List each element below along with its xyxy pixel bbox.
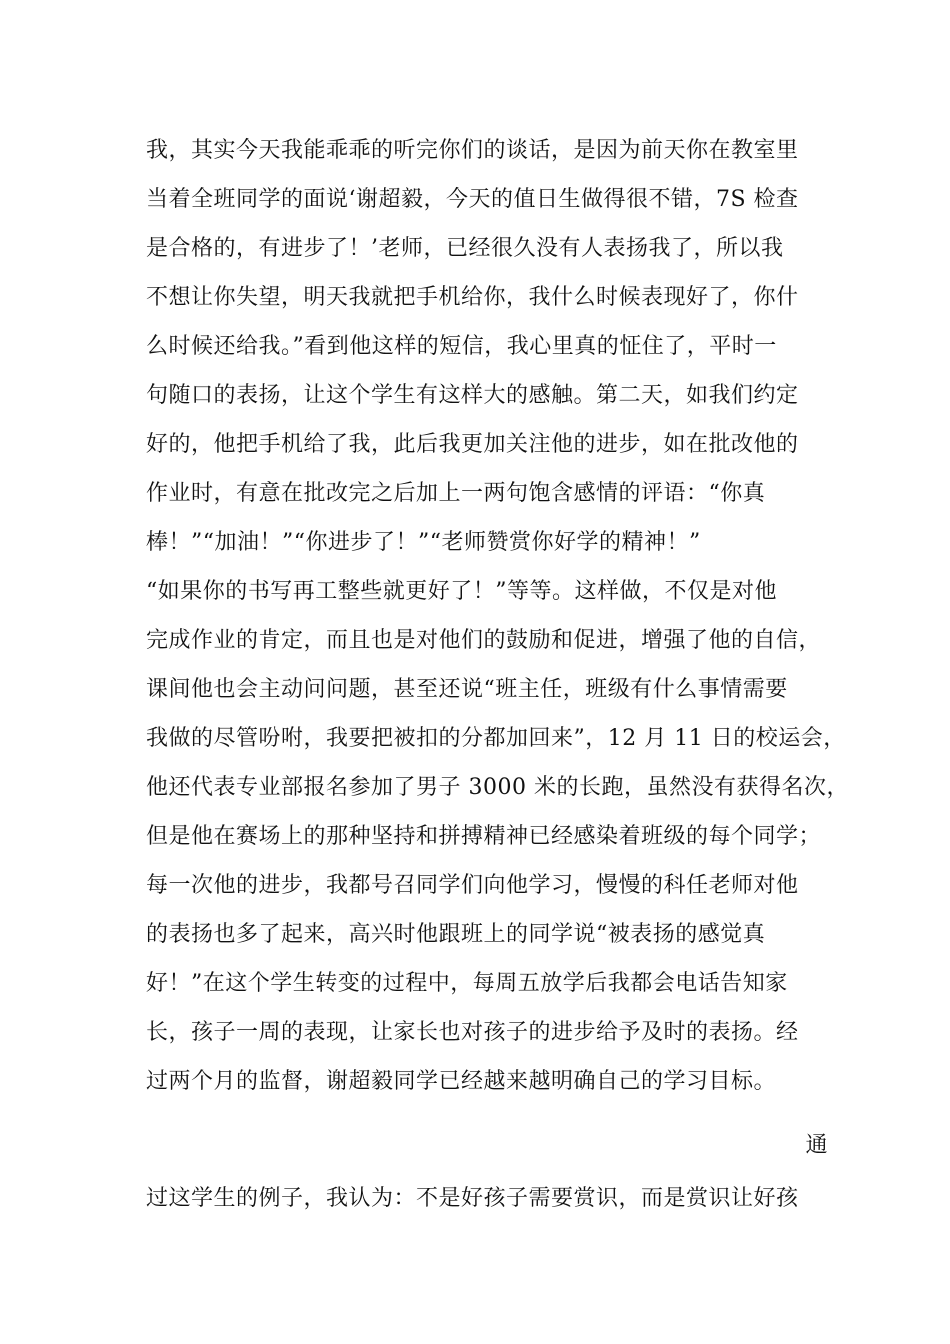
text-line: 当着全班同学的面说‘谢超毅，今天的值日生做得很不错，7S 检查 (146, 187, 799, 212)
text-line: 不想让你失望，明天我就把手机给你，我什么时候表现好了，你什 (146, 285, 799, 310)
text-line: 完成作业的肯定，而且也是对他们的鼓励和促进，增强了他的自信， (146, 628, 822, 653)
text-line: 棒！”“加油！”“你进步了！”“老师赞赏你好学的精神！” (146, 530, 701, 555)
text-line: 么时候还给我。”看到他这样的短信，我心里真的怔住了，平时一 (146, 334, 777, 359)
text-line: 但是他在赛场上的那种坚持和拼搏精神已经感染着班级的每个同学； (146, 824, 822, 849)
text-line: 作业时，有意在批改完之后加上一两句饱含感情的评语：“你真 (146, 481, 766, 506)
text-line: 过这学生的例子，我认为：不是好孩子需要赏识，而是赏识让好孩 (146, 1186, 799, 1211)
text-line: 每一次他的进步，我都号召同学们向他学习，慢慢的科任老师对他 (146, 873, 799, 898)
text-line: “如果你的书写再工整些就更好了！”等等。这样做，不仅是对他 (146, 579, 777, 604)
text-line: 好！”在这个学生转变的过程中，每周五放学后我都会电话告知家 (146, 971, 788, 996)
text-line: 我做的尽管吩咐，我要把被扣的分都加回来”，12 月 11 日的校运会， (146, 726, 846, 751)
text-line: 我，其实今天我能乖乖的听完你们的谈话，是因为前天你在教室里 (146, 138, 799, 163)
text-line: 好的，他把手机给了我，此后我更加关注他的进步，如在批改他的 (146, 432, 799, 457)
text-line: 长，孩子一周的表现，让家长也对孩子的进步给予及时的表扬。经 (146, 1020, 799, 1045)
text-line: 是合格的，有进步了！’老师，已经很久没有人表扬我了，所以我 (146, 236, 784, 261)
text-line: 课间他也会主动问问题，甚至还说“班主任，班级有什么事情需要 (146, 677, 788, 702)
text-line: 的表扬也多了起来，高兴时他跟班上的同学说“被表扬的感觉真 (146, 922, 766, 947)
text-line: 过两个月的监督，谢超毅同学已经越来越明确自己的学习目标。 (146, 1069, 777, 1094)
text-line: 通 (805, 1133, 828, 1158)
text-line: 句随口的表扬，让这个学生有这样大的感触。第二天，如我们约定 (146, 383, 799, 408)
text-line: 他还代表专业部报名参加了男子 3000 米的长跑，虽然没有获得名次， (146, 775, 849, 800)
